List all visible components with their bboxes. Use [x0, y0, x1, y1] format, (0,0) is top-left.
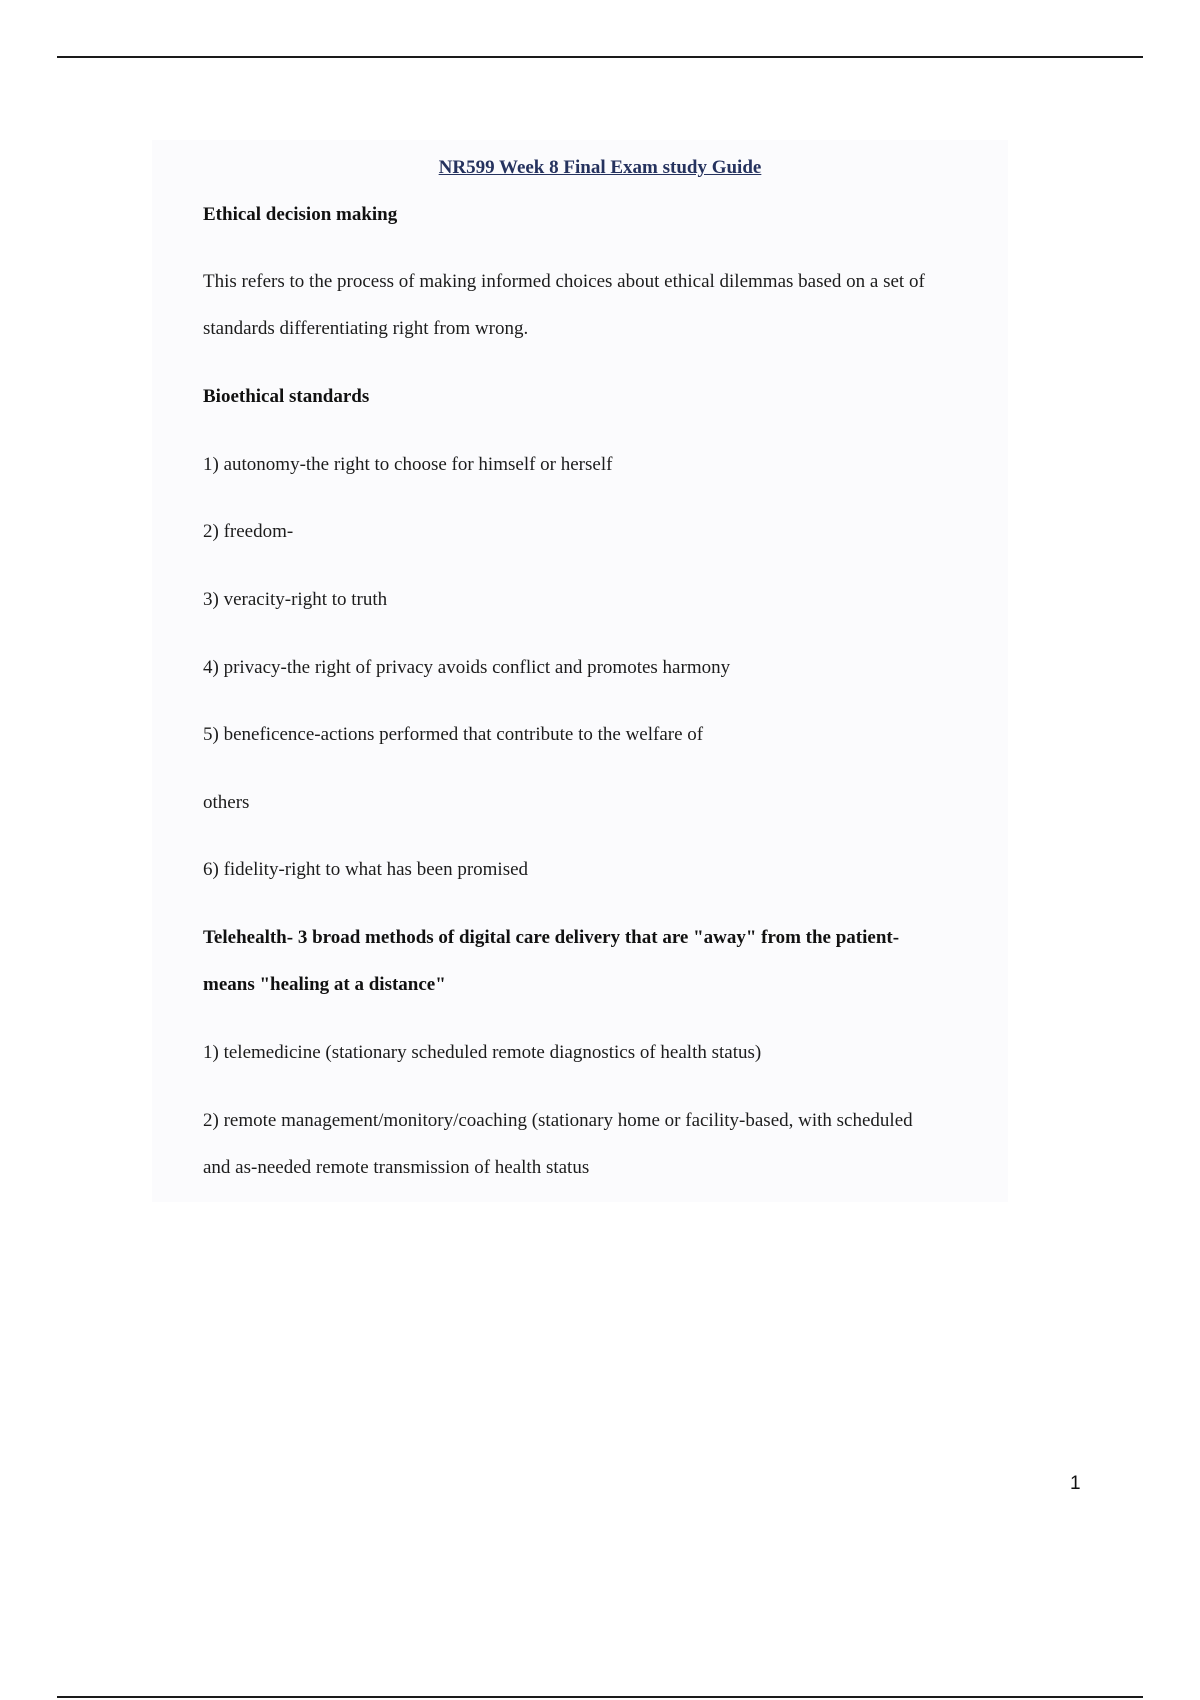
- list-item-continued: and as-needed remote transmission of health status: [203, 1157, 590, 1178]
- section-heading-bioethical: Bioethical standards: [203, 386, 370, 407]
- list-item: 6) fidelity-right to what has been promised: [203, 859, 529, 880]
- list-item: 3) veracity-right to truth: [203, 589, 388, 610]
- list-item: 1) telemedicine (stationary scheduled remote diagnostics of health status): [203, 1042, 762, 1063]
- paragraph-line: This refers to the process of making informed choices about ethical dilemmas based on a set of: [203, 271, 925, 292]
- header-rule: [57, 56, 1143, 58]
- document-title: NR599 Week 8 Final Exam study Guide: [438, 157, 762, 178]
- section-heading-ethical: Ethical decision making: [203, 204, 398, 225]
- list-item: others: [203, 792, 250, 813]
- list-item: 1) autonomy-the right to choose for himself or herself: [203, 454, 613, 475]
- page-number: 1: [1070, 1473, 1081, 1494]
- paragraph-line: standards differentiating right from wrong.: [203, 318, 529, 339]
- list-item: 4) privacy-the right of privacy avoids conflict and promotes harmony: [203, 657, 731, 678]
- list-item: 5) beneficence-actions performed that contribute to the welfare of: [203, 724, 704, 745]
- list-item: 2) remote management/monitory/coaching (stationary home or facility-based, with scheduled: [203, 1110, 913, 1131]
- footer-rule: [57, 1696, 1143, 1698]
- section-heading-telehealth: Telehealth- 3 broad methods of digital care delivery that are "away" from the patient-: [203, 927, 900, 948]
- list-item: 2) freedom-: [203, 521, 294, 542]
- section-heading-telehealth-continued: means "healing at a distance": [203, 974, 446, 995]
